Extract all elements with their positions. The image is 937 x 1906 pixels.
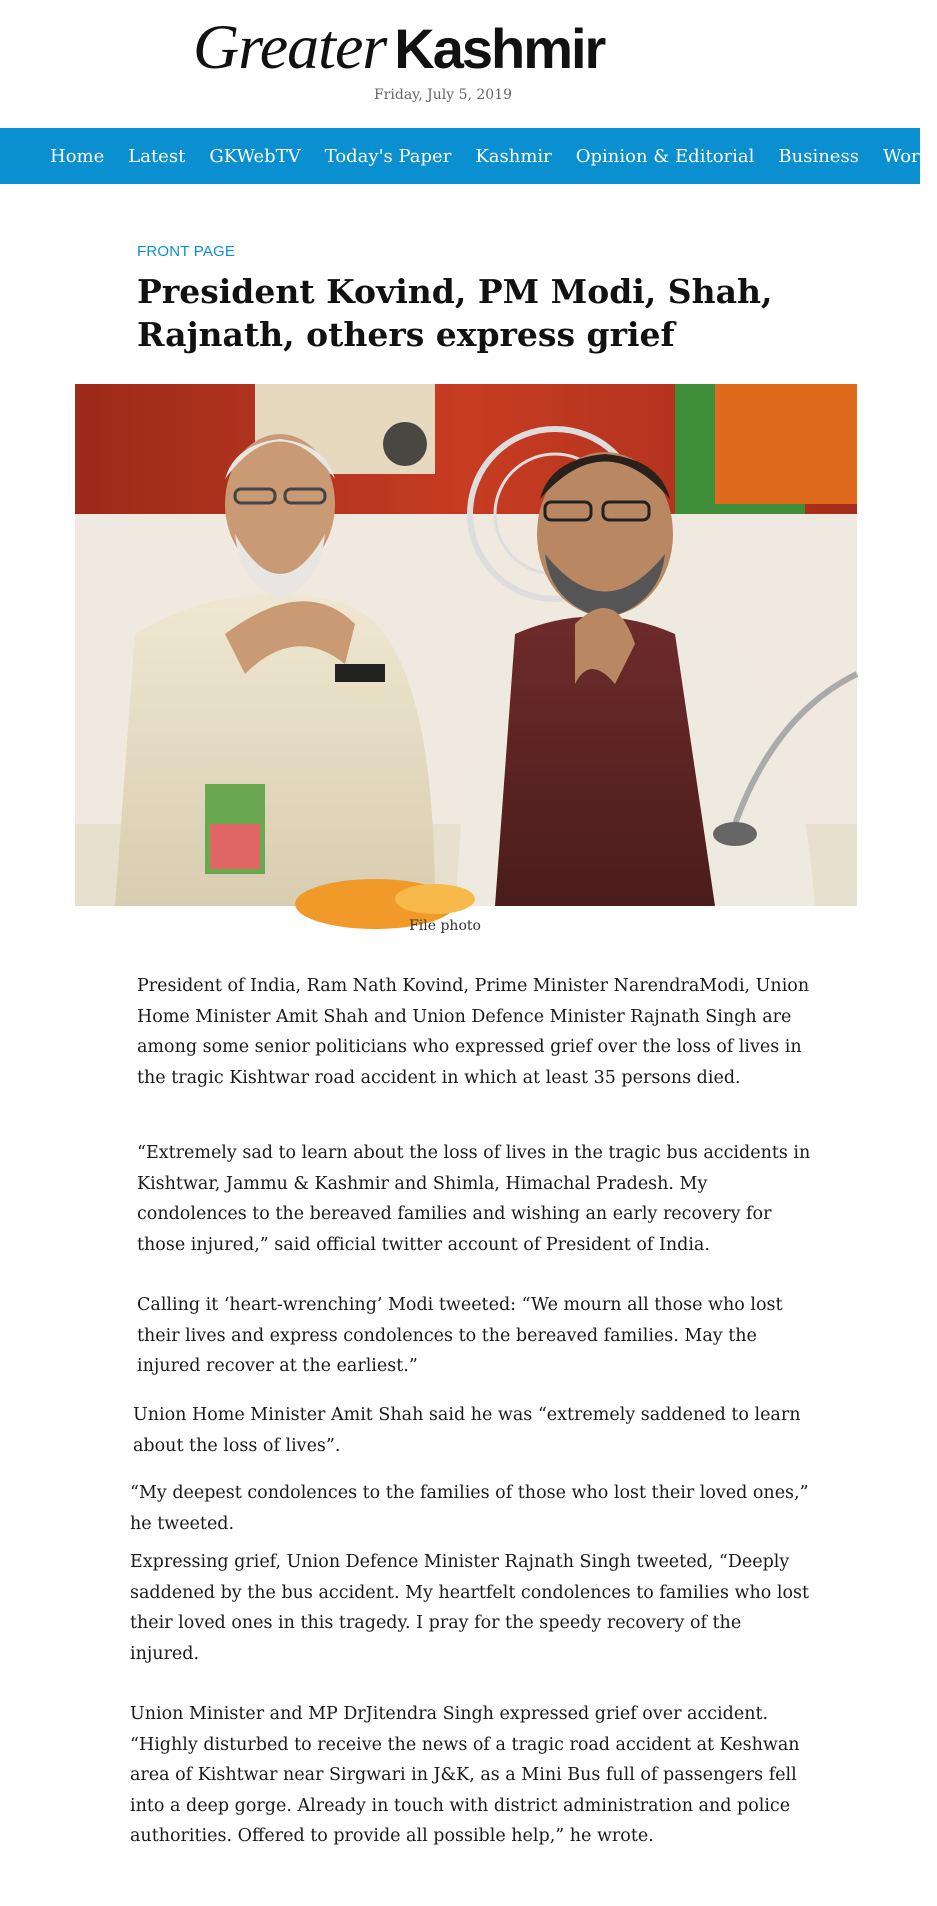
logo-word-greater: Greater (193, 11, 387, 82)
photo-illustration (75, 384, 857, 906)
main-nav (0, 128, 937, 184)
nav-item-gkwebtv[interactable]: GKWebTV (209, 145, 301, 167)
article-headline: President Kovind, PM Modi, Shah, Rajnath, others express grief (137, 272, 773, 354)
article-photo (75, 384, 857, 906)
site-logo[interactable] (193, 10, 604, 84)
nav-item-kashmir[interactable]: Kashmir (475, 145, 552, 167)
section-kicker[interactable]: FRONT PAGE (137, 243, 236, 260)
masthead (0, 0, 920, 128)
nav-item-business[interactable]: Business (778, 145, 859, 167)
article-paragraph-7: Union Minister and MP DrJitendra Singh expressed grief over accident. “Highly disturbed to receive the news of a tragic road accident at Keshwan area of Kishtwar near Sirgwari in J&K, as a Mini Bus full of passengers fell into a deep gorge. Already in touch with district administration and police authorities. Offered to provide all possible help,” he wrote. (130, 1704, 800, 1846)
article-paragraph-4: Union Home Minister Amit Shah said he was “extremely saddened to learn about the loss of lives”. (133, 1405, 801, 1456)
logo-word-kashmir: Kashmir (394, 17, 605, 80)
article-paragraph-6: Expressing grief, Union Defence Minister Rajnath Singh tweeted, “Deeply saddened by the bus accident. My heartfelt condolences to families who lost their loved ones in this tragedy. I pray for the speedy recovery of the injured. (130, 1552, 810, 1664)
photo-caption: File photo (409, 918, 481, 934)
dateline: Friday, July 5, 2019 (373, 87, 513, 103)
nav-list (0, 128, 937, 184)
nav-item-home[interactable]: Home (50, 145, 105, 167)
article-paragraph-5: “My deepest condolences to the families of those who lost their loved ones,” he tweeted. (130, 1483, 809, 1534)
nav-item-latest[interactable]: Latest (128, 145, 186, 167)
nav-item-world[interactable]: World (882, 145, 937, 167)
nav-item-todays-paper[interactable]: Today's Paper (324, 145, 452, 167)
article-paragraph-2: “Extremely sad to learn about the loss of lives in the tragic bus accidents in Kishtwar, Jammu & Kashmir and Shimla, Himachal Pradesh. My condolences to the bereaved families and wishing an early recovery for those injured,” said official twitter account of President of India. (137, 1143, 811, 1255)
nav-item-opinion-editorial[interactable]: Opinion & Editorial (575, 145, 755, 167)
article-paragraph-3: Calling it ‘heart-wrenching’ Modi tweeted: “We mourn all those who lost their lives and express condolences to the bereaved families. May the injured recover at the earliest.” (137, 1295, 783, 1376)
article-paragraph-1: President of India, Ram Nath Kovind, Prime Minister NarendraModi, Union Home Minister Amit Shah and Union Defence Minister Rajnath Singh are among some senior politicians who expressed grief over the loss of lives in the tragic Kishtwar road accident in which at least 35 persons died. (137, 976, 810, 1088)
